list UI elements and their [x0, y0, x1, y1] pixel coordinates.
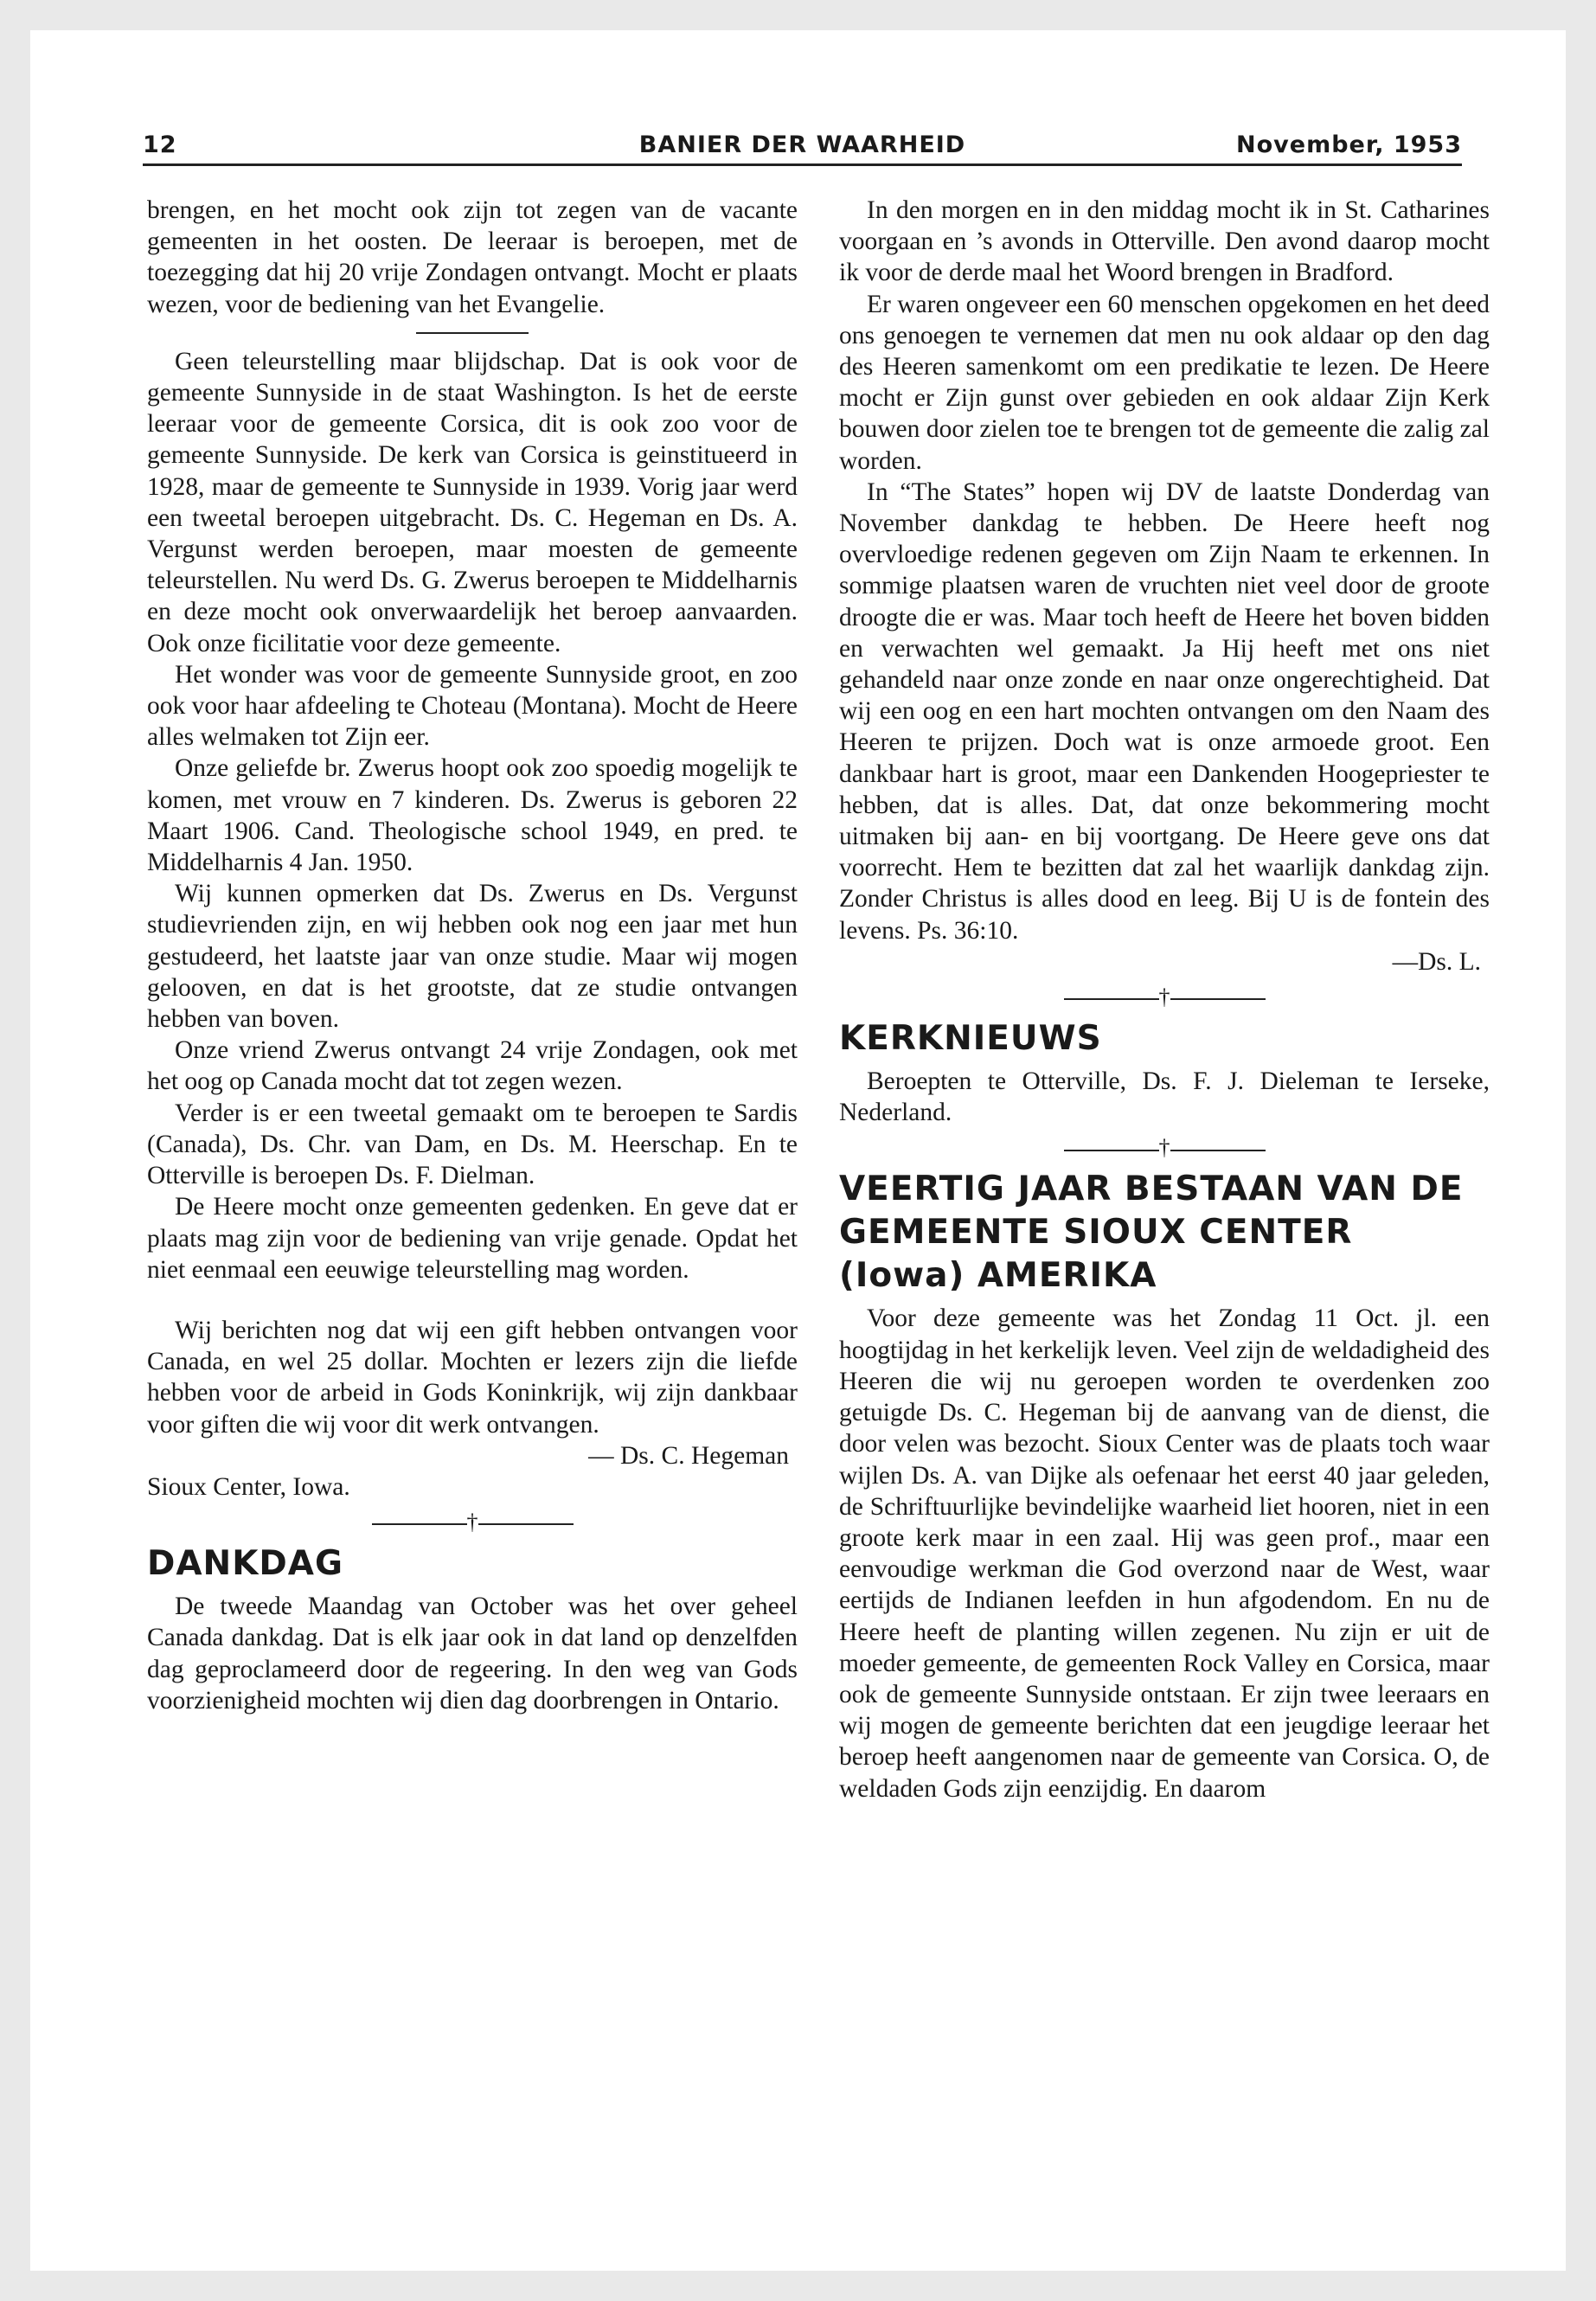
right-column	[839, 195, 1490, 1804]
cross-icon: †	[466, 1509, 478, 1535]
issue-date: November, 1953	[1236, 131, 1462, 158]
cross-icon: †	[1158, 1135, 1170, 1161]
section-heading-dankdag: DANKDAG	[147, 1544, 343, 1584]
article-paragraph: Verder is er een tweetal gemaakt om te beroepen te Sardis (Canada), Ds. Chr. van Dam, en Ds. M. Heerschap. En te Otterville is beroepen Ds. F. Dielman.	[147, 1099, 798, 1190]
article-paragraph: In den morgen en in den middag mocht ik in St. Catharines voorgaan en ’s avonds in Otterville. Den avond daarop mocht ik voor de derde maal het Woord brengen in Bradford.	[839, 196, 1490, 287]
publication-title: BANIER DER WAARHEID	[638, 131, 966, 158]
section-heading-veertig-jaar	[839, 1168, 1490, 1298]
section-heading-kerknieuws: KERKNIEUWS	[839, 1019, 1102, 1059]
article-paragraph: Onze geliefde br. Zwerus hoopt ook zoo spoedig mogelijk te komen, met vrouw en 7 kinderen. Ds. Zwerus is geboren 22 Maart 1906. Cand. Theologische school 1949, en pred. te Middelharnis 4 Jan. 1950.	[147, 754, 798, 877]
article-paragraph: De Heere mocht onze gemeenten gedenken. En geve dat er plaats mag zijn voor de bediening van vrije genade. Opdat het niet eenmaal een eeuwige teleurstelling mag worden.	[147, 1193, 798, 1284]
page-header	[143, 124, 1462, 166]
article-paragraph: Onze vriend Zwerus ontvangt 24 vrije Zondagen, ook met het oog op Canada mocht dat tot zegen wezen.	[147, 1036, 798, 1096]
article-paragraph: Beroepten te Otterville, Ds. F. J. Dieleman te Ierseke, Nederland.	[839, 1067, 1490, 1127]
location-line: Sioux Center, Iowa.	[147, 1472, 350, 1501]
article-paragraph: Er waren ongeveer een 60 menschen opgekomen en het deed ons genoegen te vernemen dat men nu ook aldaar op den dag des Heeren samenkomt om een predikatie te lezen. De Heere mocht er Zijn gunst over gebieden en ook aldaar Zijn Kerk bouwen door zielen toe te brengen tot de gemeente die zalig zal worden.	[839, 290, 1490, 475]
cross-divider	[839, 1135, 1490, 1161]
cross-icon: †	[1158, 984, 1170, 1010]
article-paragraph: Geen teleurstelling maar blijdschap. Dat is ook voor de gemeente Sunnyside in de staat Washington. Is het de eerste leeraar voor de gemeente Corsica, dit is ook zoo voor de gemeente Sunnyside. De kerk van Corsica is geinstitueerd in 1928, maar de gemeente te Sunnyside in 1939. Vorig jaar werd een tweetal beroepen uitgebracht. Ds. C. Hegeman en Ds. A. Vergunst werden beroepen, maar moesten de gemeente teleurstellen. Nu werd Ds. G. Zwerus beroepen te Middelharnis en deze mocht ook onverwaardelijk het beroep aanvaarden. Ook onze ficilitatie voor deze gemeente.	[147, 347, 798, 657]
section-divider	[416, 332, 529, 334]
heading-line: (Iowa) AMERIKA	[839, 1256, 1157, 1296]
left-column	[147, 195, 798, 1716]
article-paragraph: Voor deze gemeente was het Zondag 11 Oct. jl. een hoogtijdag in het kerkelijk leven. Veel zijn de weldadigheid des Heeren die wij nu geroepen worden te overdenken zoo getuigde Ds. C. Hegeman bij de aanvang van de dienst, die door velen was bezocht. Sioux Center was de plaats toch waar wijlen Ds. A. van Dijke als oefenaar het eerst 40 jaar geleden, de Schriftuurlijke bevindelijke waarheid liet hooren, niet in een groote kerk maar in een zaal. Hij was geen prof., maar een eenvoudige werkman die God overzond naar de West, waar eertijds de Indianen leefden in hun afgodendom. En nu de Heere heeft de planting willen zegenen. Nu zijn er uit de moeder gemeente, de gemeenten Rock Valley en Corsica, maar ook de gemeente Sunnyside ontstaan. Er zijn twee leeraars en wij mogen de gemeente berichten dat een jeugdige leeraar het beroep heeft aangenomen naar de gemeente van Corsica. O, de weldaden Gods zijn eenzijdig. En daarom	[839, 1304, 1490, 1803]
author-signature: — Ds. C. Hegeman	[588, 1441, 789, 1470]
article-paragraph: Het wonder was voor de gemeente Sunnyside groot, en zoo ook voor haar afdeeling te Choteau (Montana). Mocht de Heere alles welmaken tot Zijn eer.	[147, 660, 798, 752]
heading-line: VEERTIG JAAR BESTAAN VAN DE	[839, 1170, 1464, 1209]
newspaper-page	[30, 30, 1566, 2271]
article-paragraph: In “The States” hopen wij DV de laatste Donderdag van November dankdag te hebben. De Heere heeft nog overvloedige redenen gegeven om Zijn Naam te erkennen. In sommige plaatsen waren de vruchten niet veel door de groote droogte die er was. Maar toch heeft de Heere het boven bidden en verwachten wel gemaakt. Ja Hij heeft met ons niet gehandeld naar onze zonde en naar onze ongerechtigheid. Dat wij een oog en een hart mochten ontvangen om den Naam des Heeren te prijzen. Doch wat is onze armoede groot. Een dankbaar hart is groot, maar een Dankenden Hoogepriester te hebben, dat is alles. Dat, dat onze bekommering mocht uitmaken bij aan- en bij voortgang. De Heere geve ons dat voorrecht. Hem te bezitten dat zal het waarlijk dankdag zijn. Zonder Christus is alles dood en leeg. Bij U is de fontein des levens. Ps. 36:10.	[839, 478, 1490, 945]
cross-divider	[839, 984, 1490, 1010]
cross-divider	[147, 1509, 798, 1535]
article-paragraph: brengen, en het mocht ook zijn tot zegen van de vacante gemeenten in het oosten. De leeraar is beroepen, met de toezegging dat hij 20 vrije Zondagen ontvangt. Mocht er plaats wezen, voor de bediening van het Evangelie.	[147, 196, 798, 318]
article-paragraph: Wij kunnen opmerken dat Ds. Zwerus en Ds. Vergunst studievrienden zijn, en wij hebben ook nog een jaar met hun gestudeerd, het laatste jaar van onze studie. Maar wij mogen gelooven, en dat is het grootste, dat ze studie ontvangen hebben van boven.	[147, 880, 798, 1034]
author-signature: —Ds. L.	[1392, 947, 1481, 976]
page-number: 12	[143, 131, 177, 158]
article-paragraph: De tweede Maandag van October was het over geheel Canada dankdag. Dat is elk jaar ook in dat land op denzelfden dag geproclameerd door de regeering. In den weg van Gods voorzienigheid mochten wij dien dag doorbrengen in Ontario.	[147, 1593, 798, 1715]
heading-line: GEMEENTE SIOUX CENTER	[839, 1213, 1353, 1253]
article-paragraph: Wij berichten nog dat wij een gift hebben ontvangen voor Canada, en wel 25 dollar. Mochten er lezers zijn die liefde hebben voor de arbeid in Gods Koninkrijk, wij zijn dankbaar voor giften die wij voor dit werk ontvangen.	[147, 1316, 798, 1439]
